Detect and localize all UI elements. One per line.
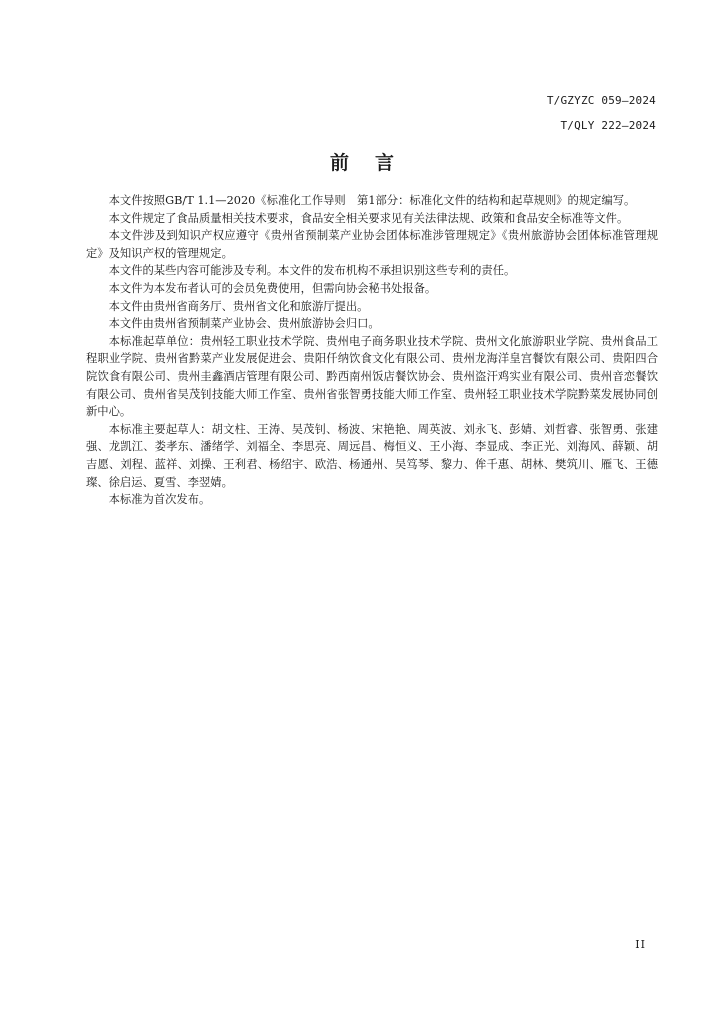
paragraph: 本文件涉及到知识产权应遵守《贵州省预制菜产业协会团体标准涉管理规定》《贵州旅游协会团体标准管理规定》及知识产权的管理规定。 — [86, 229, 658, 260]
page-title: 前言 — [329, 152, 420, 174]
page-number: II — [635, 938, 646, 951]
standard-codes — [547, 88, 656, 138]
paragraph: 本文件的某些内容可能涉及专利。本文件的发布机构不承担识别这些专利的责任。 — [108, 264, 516, 278]
paragraph: 本文件按照GB/T 1.1—2020《标准化工作导则 第1部分：标准化文件的结构和起草规则》的规定编写。 — [108, 194, 636, 207]
paragraph: 本标准主要起草人：胡文柱、王涛、吴茂钊、杨波、宋艳艳、周英波、刘永飞、彭婧、刘哲睿、张智勇、张建强、龙凯江、娄孝东、潘绪学、刘福全、李思亮、周远昌、梅恒义、王小海、李显成、李正光、刘海风、薛颖、胡吉愿、刘程、蓝祥、刘操、王利君、杨绍宇、欧浩、杨通州、吴笃琴、黎力、侔千惠、胡林、樊筑川、雁飞、王德璨、徐启运、夏雪、李翌婧。 — [86, 422, 658, 489]
paragraph: 本文件由贵州省预制菜产业协会、贵州旅游协会归口。 — [108, 317, 380, 331]
foreword-body — [86, 192, 658, 509]
paragraph: 本文件规定了食品质量相关技术要求，食品安全相关要求见有关法律法规、政策和食品安全标准等文件。 — [108, 211, 629, 225]
paragraph: 本标准起草单位：贵州轻工职业技术学院、贵州电子商务职业技术学院、贵州文化旅游职业学院、贵州食品工程职业学院、贵州省黔菜产业发展促进会、贵阳仟纳饮食文化有限公司、贵州龙海洋皇宫餐饮有限公司、贵阳四合院饮食有限公司、贵州圭鑫酒店管理有限公司、黔西南州饭店餐饮协会、贵州盗汗鸡实业有限公司、贵州音恋餐饮有限公司、贵州省吴茂钊技能大师工作室、贵州省张智勇技能大师工作室、贵州轻工职业技术学院黔菜发展协同创新中心。 — [86, 334, 658, 419]
paragraph: 本文件为本发布者认可的会员免费使用，但需向协会秘书处报备。 — [108, 281, 437, 295]
paragraph: 本文件由贵州省商务厅、贵州省文化和旅游厅提出。 — [108, 299, 369, 313]
paragraph: 本标准为首次发布。 — [108, 493, 211, 507]
standard-code: T/QLY 222—2024 — [560, 119, 656, 132]
standard-code: T/GZYZC 059—2024 — [546, 94, 656, 107]
